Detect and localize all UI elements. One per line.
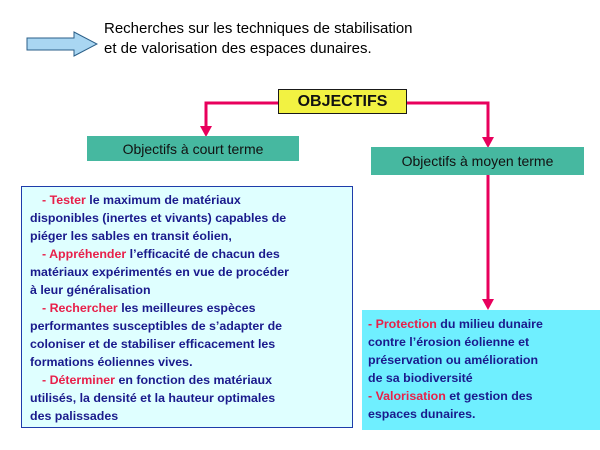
- moyen-terme-box: Objectifs à moyen terme: [371, 147, 584, 175]
- moyen-item-valorisation: - Valorisation et gestion des espaces dunaires.: [368, 389, 533, 421]
- court-item-rechercher: - Rechercher les meilleures espèces performantes susceptibles de s’adapter de coloniser et de stabiliser efficacement les formations éoliennes vives.: [30, 301, 283, 369]
- court-item-apprehender: - Appréhender l’efficacité de chacun des matériaux expérimentés en vue de procéder à leur généralisation: [30, 247, 289, 297]
- connector-left: [206, 103, 278, 127]
- moyen-terme-panel: [362, 310, 600, 430]
- court-item-determiner: - Déterminer en fonction des matériaux utilisés, la densité et la hauteur optimales des palissades: [30, 373, 276, 423]
- connector-right: [407, 103, 488, 138]
- objectifs-box: OBJECTIFS: [278, 89, 407, 114]
- moyen-item-protection: - Protection du milieu dunaire contre l’érosion éolienne et préservation ou amélioration de sa biodiversité: [368, 317, 543, 385]
- header-line-1: Recherches sur les techniques de stabilisation: [104, 20, 413, 37]
- court-item-tester: - Tester le maximum de matériaux disponibles (inertes et vivants) capables de piéger les sables en transit éolien,: [30, 193, 287, 243]
- arrowhead-panel: [482, 299, 494, 310]
- header-line-2: et de valorisation des espaces dunaires.: [104, 40, 372, 57]
- court-terme-box: Objectifs à court terme: [87, 136, 299, 161]
- court-terme-panel: [21, 186, 353, 428]
